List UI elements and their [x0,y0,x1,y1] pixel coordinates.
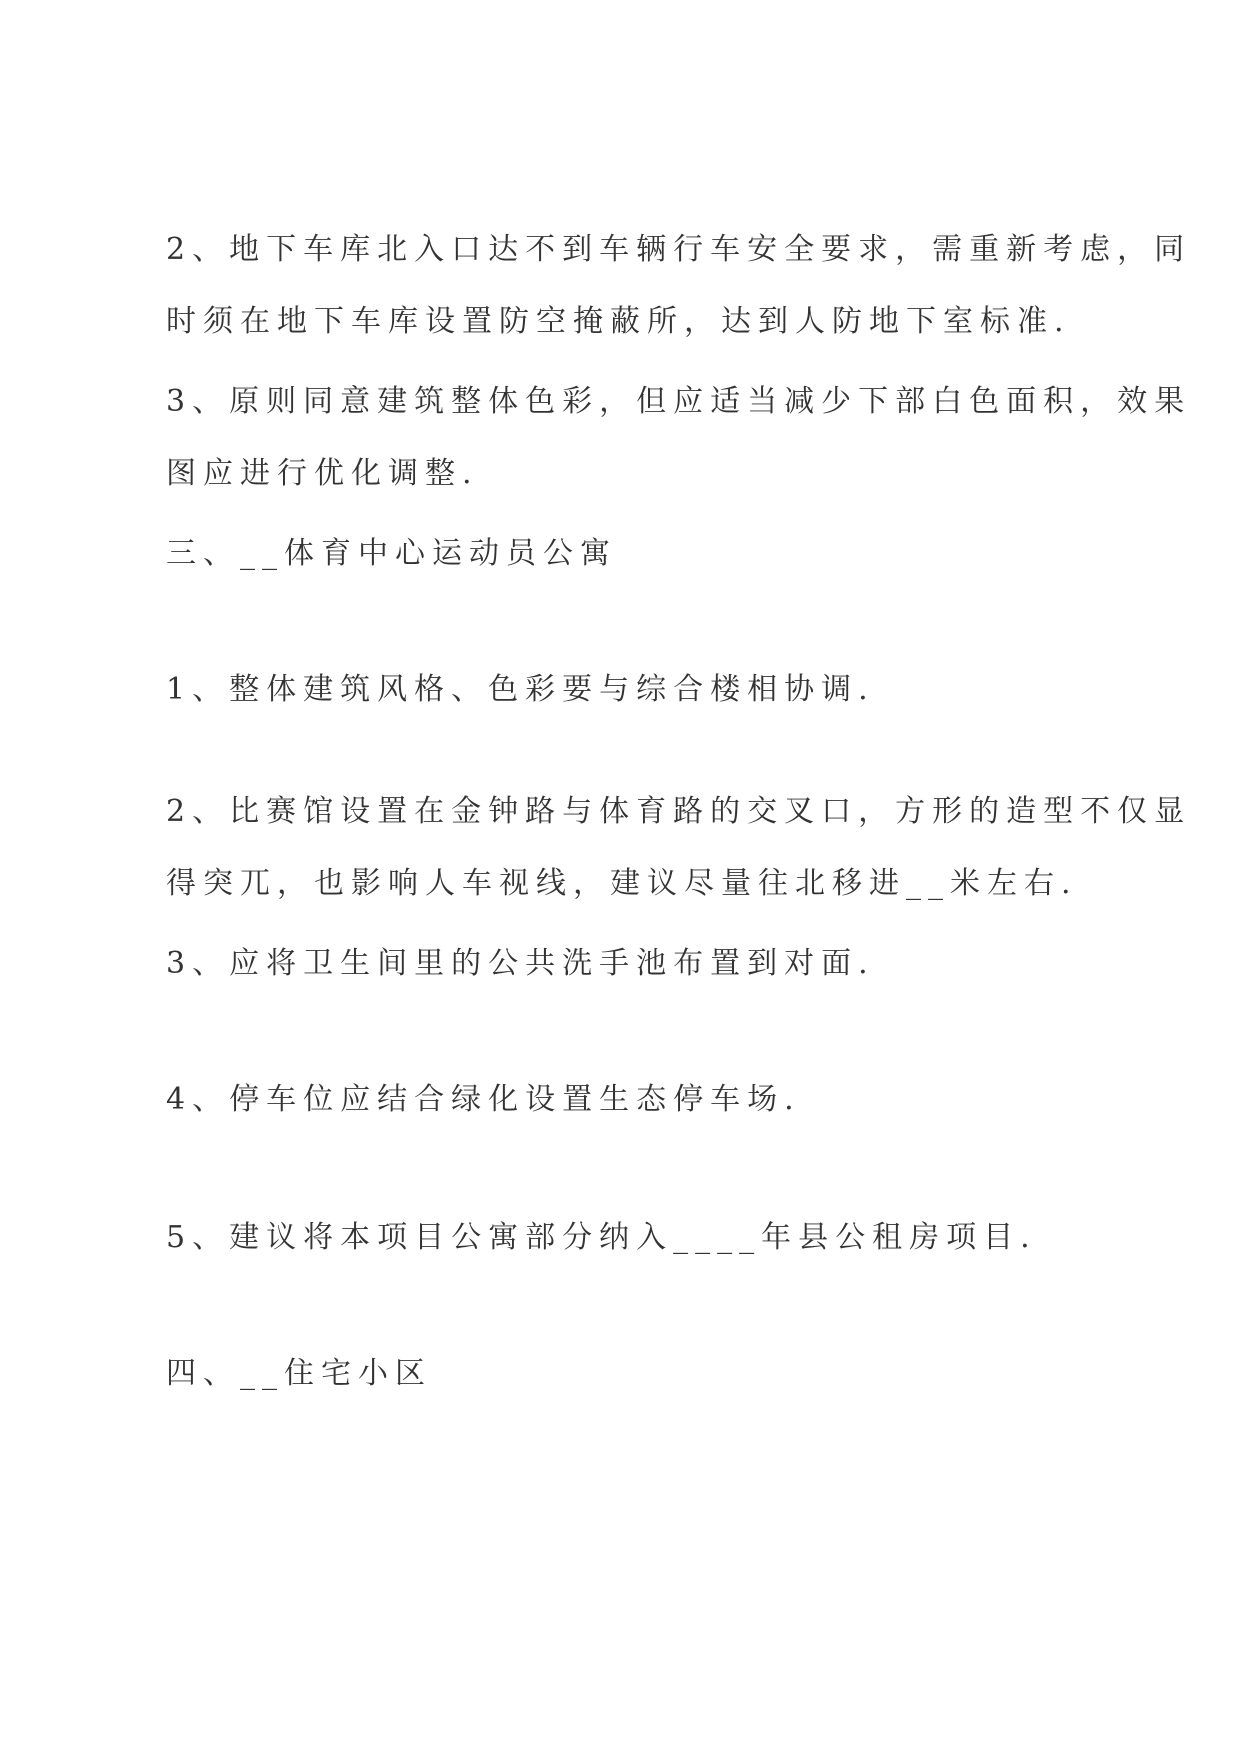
heading-text: 四、__住宅小区 [166,1356,432,1391]
section-heading-residential [166,1338,1086,1410]
text-line: 3、原则同意建筑整体色彩，但应适当减少下部白色面积，效果 [166,384,1192,419]
text-line: 5、建议将本项目公寓部分纳入____年县公租房项目. [166,1220,1037,1255]
text-line: 图应进行优化调整. [166,456,479,491]
text-line: 2、地下车库北入口达不到车辆行车安全要求，需重新考虑，同 [166,232,1192,267]
text-line: 时须在地下车库设置防空掩蔽所，达到人防地下室标准. [166,304,1071,339]
list-item-public-rental [166,1202,1086,1274]
section-heading-athlete-apartment [166,518,1086,590]
text-line: 1、整体建筑风格、色彩要与综合楼相协调. [166,672,875,707]
text-line: 3、应将卫生间里的公共洗手池布置到对面. [166,946,875,981]
list-item-washbasin [166,928,1086,1000]
text-line: 2、比赛馆设置在金钟路与体育路的交叉口，方形的造型不仅显 [166,794,1192,829]
list-item-style-coordination [166,654,1086,726]
text-line: 得突兀，也影响人车视线，建议尽量往北移进__米左右. [166,866,1078,901]
text-line: 4、停车位应结合绿化设置生态停车场. [166,1082,801,1117]
heading-text: 三、__体育中心运动员公寓 [166,536,617,571]
list-item-parking [166,1064,1086,1136]
list-item-arena-position [166,776,1192,920]
paragraph-building-color [166,366,1192,510]
paragraph-garage-requirements [166,214,1192,358]
